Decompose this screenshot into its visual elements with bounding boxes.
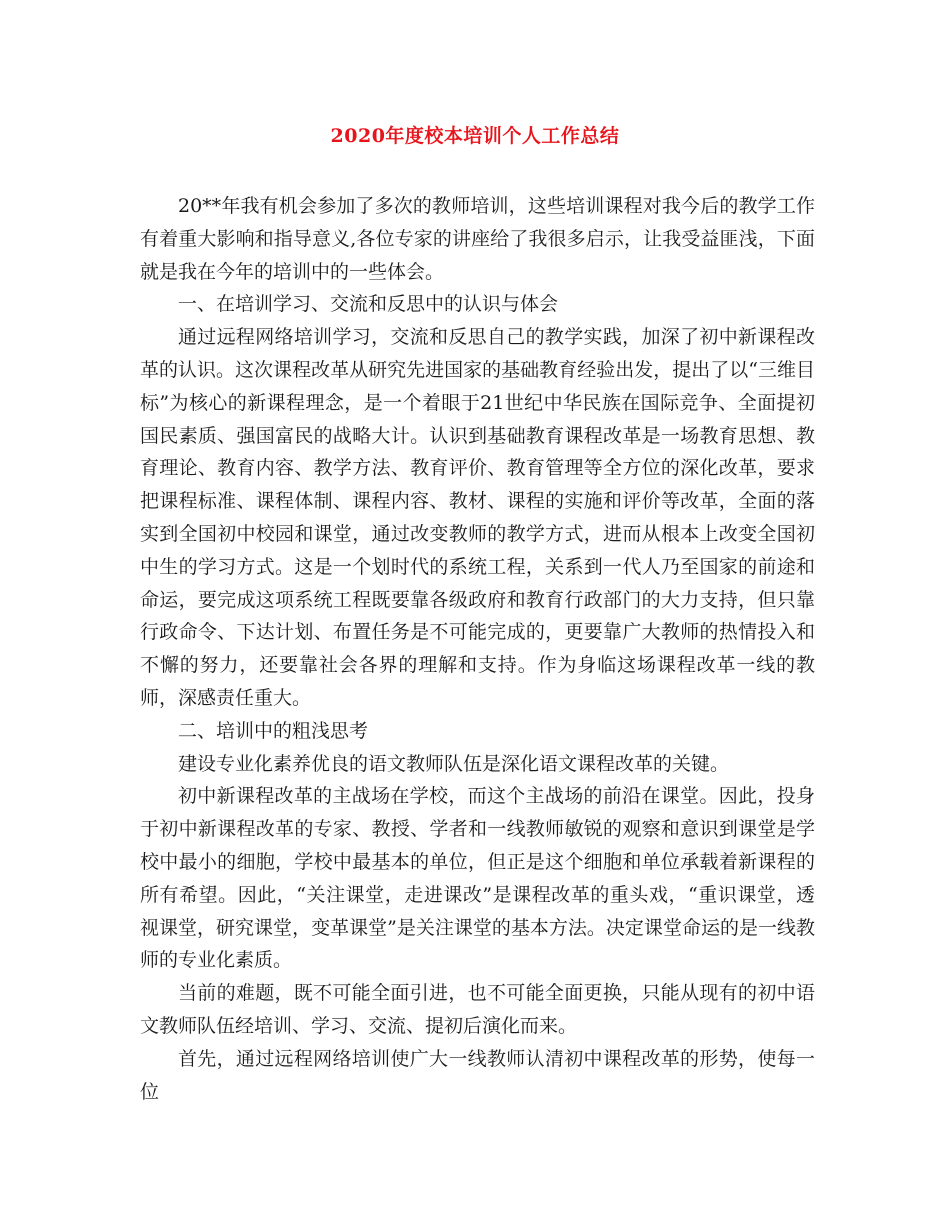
paragraph-classroom: 初中新课程改革的主战场在学校，而这个主战场的前沿在课堂。因此，投身于初中新课程改革的专家、教授、学者和一线教师敏锐的观察和意识到课堂是学校中最小的细胞，学校中最基本的单位，但正是这个细胞和单位承载着新课程的所有希望。因此，“关注课堂，走进课改”是课程改革的重头戏，“重识课堂，透视课堂，研究课堂，变革课堂”是关注课堂的基本方法。决定课堂命运的是一线教师的专业化素质。 — [140, 785, 815, 972]
document-body — [140, 190, 815, 1108]
paragraph-intro: 20**年我有机会参加了多次的教师培训，这些培训课程对我今后的教学工作有着重大影响和指导意义,各位专家的讲座给了我很多启示，让我受益匪浅，下面就是我在今年的培训中的一些体会。 — [140, 195, 815, 283]
section-heading-1: 一、在培训学习、交流和反思中的认识与体会 — [178, 293, 559, 316]
document-title: 2020年度校本培训个人工作总结 — [330, 125, 620, 147]
paragraph-difficulty: 当前的难题，既不可能全面引进，也不可能全面更换，只能从现有的初中语文教师队伍经培训、学习、交流、提初后演化而来。 — [140, 982, 815, 1037]
section-heading-2: 二、培训中的粗浅思考 — [178, 719, 369, 742]
paragraph-section-1: 通过远程网络培训学习，交流和反思自己的教学实践，加深了初中新课程改革的认识。这次课程改革从研究先进国家的基础教育经验出发，提出了以“三维目标”为核心的新课程理念，是一个着眼于21世纪中华民族在国际竞争、全面提初国民素质、强国富民的战略大计。认识到基础教育课程改革是一场教育思想、教育理论、教育内容、教学方法、教育评价、教育管理等全方位的深化改革，要求把课程标准、课程体制、课程内容、教材、课程的实施和评价等改革，全面的落实到全国初中校园和课堂，通过改变教师的教学方式，进而从根本上改变全国初中生的学习方式。这是一个划时代的系统工程，关系到一代人乃至国家的前途和命运，要完成这项系统工程既要靠各级政府和教育行政部门的大力支持，但只靠行政命令、下达计划、布置任务是不可能完成的，更要靠广大教师的热情投入和不懈的努力，还要靠社会各界的理解和支持。作为身临这场课程改革一线的教师，深感责任重大。 — [140, 326, 815, 709]
paragraph-key-point: 建设专业化素养优良的语文教师队伍是深化语文课程改革的关键。 — [178, 752, 730, 775]
paragraph-first: 首先，通过远程网络培训使广大一线教师认清初中课程改革的形势，使每一位 — [140, 1047, 815, 1103]
